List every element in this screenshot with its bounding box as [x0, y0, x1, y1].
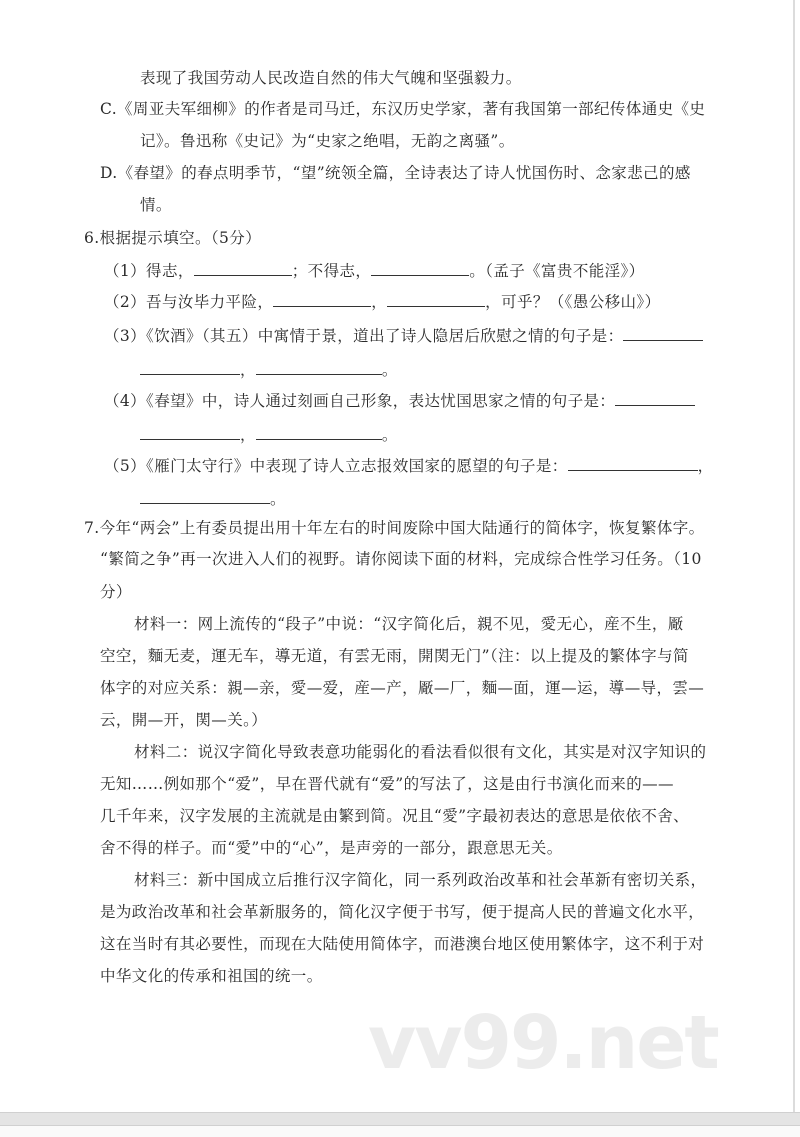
question-7-line3: 分）	[100, 583, 132, 601]
fill-blank[interactable]	[568, 456, 698, 471]
comma: ，	[240, 361, 256, 379]
q6-item-2	[104, 292, 660, 312]
fill-blank[interactable]	[273, 292, 371, 307]
material-3-line2: 是为政治改革和社会革新服务的，简化汉字便于书写，便于提高人民的普遍文化水平，	[100, 903, 705, 921]
period: 。	[381, 361, 398, 379]
option-d-line2: 情。	[140, 196, 172, 214]
option-d-line1: D.《春望》的春点明季节，“望”统领全篇，全诗表达了诗人忧国伤时、念家悲己的感	[100, 164, 691, 182]
fill-blank[interactable]	[371, 261, 469, 276]
fill-blank[interactable]	[256, 425, 382, 440]
fill-blank[interactable]	[140, 489, 270, 504]
fill-blank[interactable]	[387, 292, 485, 307]
material-2-line1: 材料二：说汉字简化导致表意功能弱化的看法看似很有文化，其实是对汉字知识的	[134, 743, 707, 761]
option-c-line1: C.《周亚夫军细柳》的作者是司马迁，东汉历史学家，著有我国第一部纪传体通史《史	[100, 100, 706, 118]
page-separator-bar	[0, 1112, 800, 1126]
fill-blank[interactable]	[140, 360, 240, 375]
fill-blank[interactable]	[194, 261, 292, 276]
q6-item-5	[104, 456, 714, 476]
option-c-line2: 记》。鲁迅称《史记》为“史家之绝唱，无韵之离骚”。	[140, 132, 515, 150]
material-3-line3: 这在当时有其必要性，而现在大陆使用简体字，而港澳台地区使用繁体字，这不利于对	[100, 935, 705, 953]
q6-item5-prompt: （5）《雁门太守行》中表现了诗人立志报效国家的愿望的句子是：	[104, 457, 568, 475]
watermark: vv99.net	[368, 1000, 718, 1086]
question-7-line1: 7.今年“两会”上有委员提出用十年左右的时间废除中国大陆通行的简体字，恢复繁体字。	[84, 519, 705, 537]
material-1-line3: 体字的对应关系：親—亲，愛—爱，産—产，厰—厂，麵—面，運—运，導—导，雲—	[100, 679, 705, 697]
material-3-line1: 材料三：新中国成立后推行汉字简化，同一系列政治改革和社会革新有密切关系，	[134, 871, 707, 889]
q6-item2-source: ，可乎？（《愚公移山》）	[485, 293, 661, 311]
question-7-line2: “繁简之争”再一次进入人们的视野。请你阅读下面的材料，完成综合性学习任务。（10	[100, 550, 702, 568]
material-1-line4: 云，開—开，関—关。）	[100, 711, 268, 729]
material-2-line3: 几千年来，汉字发展的主流就是由繁到简。况且“愛”字最初表达的意思是依依不舍、	[100, 807, 690, 825]
q6-item2-prompt: （2）吾与汝毕力平险，	[104, 293, 274, 311]
q6-item-4-cont	[140, 425, 398, 445]
q6-item3-prompt: （3）《饮酒》（其五）中寓情于景，道出了诗人隐居后欣慰之情的句子是：	[104, 327, 624, 345]
q6-item-3-cont	[140, 360, 398, 380]
q6-item1-mid: ；不得志，	[291, 262, 372, 280]
q6-item-1	[104, 261, 645, 281]
period: 。	[270, 490, 286, 508]
option-b-continuation: 表现了我国劳动人民改造自然的伟大气魄和坚强毅力。	[140, 69, 522, 87]
next-page-edge	[0, 1126, 800, 1137]
material-1-line1: 材料一：网上流传的“段子”中说：“汉字简化后，親不见，愛无心，産不生，厰	[134, 615, 684, 633]
fill-blank[interactable]	[615, 391, 695, 406]
q6-item-5-cont	[140, 489, 286, 509]
q6-item-4	[104, 391, 695, 411]
q6-item2-mid: ，	[371, 293, 388, 311]
q6-item-3	[104, 326, 703, 346]
comma: ，	[240, 426, 256, 444]
q6-item1-prompt: （1）得志，	[104, 262, 194, 280]
fill-blank[interactable]	[256, 360, 382, 375]
fill-blank[interactable]	[623, 326, 703, 341]
material-2-line2: 无知……例如那个“爱”，早在晋代就有“爱”的写法了，这是由行书演化而来的——	[100, 775, 674, 793]
period: 。	[381, 426, 398, 444]
comma: ，	[697, 457, 714, 475]
question-6-title: 6.根据提示填空。（5分）	[84, 229, 262, 247]
q6-item4-prompt: （4）《春望》中，诗人通过刻画自己形象，表达忧国思家之情的句子是：	[104, 392, 616, 410]
fill-blank[interactable]	[140, 425, 240, 440]
material-3-line4: 中华文化的传承和祖国的统一。	[100, 967, 323, 985]
material-1-line2: 空空，麵无麦，運无车，導无道，有雲无雨，開関无门”（注：以上提及的繁体字与简	[100, 647, 689, 665]
material-2-line4: 舍不得的样子。而“愛”中的“心”，是声旁的一部分，跟意思无关。	[100, 839, 563, 857]
q6-item1-source: 。（孟子《富贵不能淫》）	[469, 262, 645, 280]
